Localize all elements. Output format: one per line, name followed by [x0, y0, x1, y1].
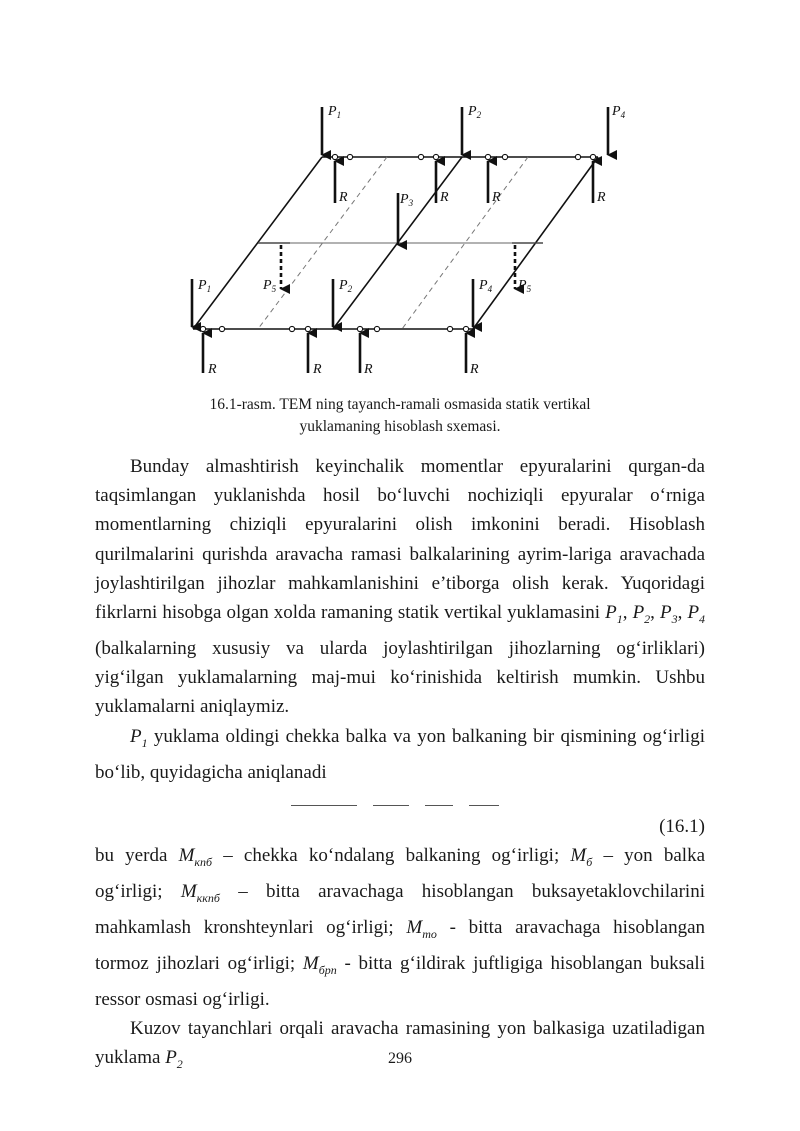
caption-line-1: 16.1-rasm. TEM ning tayanch-ramali osmasida statik vertikal [209, 396, 591, 413]
caption-line-2: yuklamaning hisoblash sxemasi. [299, 418, 501, 435]
page-number: 296 [388, 1050, 412, 1067]
svg-text:P2: $P_2$ [468, 104, 482, 120]
svg-text:P1: $P_1$ [328, 104, 342, 120]
svg-text:P5: $P_5$ [263, 278, 277, 294]
paragraph-1: Bunday almashtirish keyinchalik momentlar epyuralarini qurgan-da taqsimlangan yuklanishda hosil bo‘luvchi nochiziqli epyuralar o‘rniga momentlarning chiziqli epyuralarini olish imkonini beradi. Hisoblash qurilmalarini qurishda aravacha ramasi balkalarining ayrim-lariga aravachada joylashtirilgan jihozlar mahkamlanishini e’tiborga olish kerak. Yuqoridagi fikrlarni hisobga olgan xolda ramaning statik vertikal yuklamasini $P_1$, $P_2$, $P_3$, $P_4$ (balkalarning xususiy va ularda joylashtirilgan jihozlarning og‘irliklari) yig‘ilgan yuklamalarning maj-mui ko‘rinishida keltirish mumkin. Ushbu yuklamalarni aniqlaymiz. [95, 456, 706, 718]
svg-text:R: R [440, 190, 449, 205]
equation-number: (16.1) [659, 815, 705, 837]
svg-text:R: R [313, 362, 322, 377]
load-arrows [192, 107, 608, 327]
figure-labels [197, 104, 626, 377]
svg-text:R: R [364, 362, 373, 377]
svg-text:R: R [339, 190, 348, 205]
svg-text:P1: $P_1$ [198, 278, 212, 294]
svg-text:R: R [597, 190, 606, 205]
reaction-arrows [203, 161, 593, 373]
figure-caption [100, 394, 700, 438]
svg-text:R: R [208, 362, 217, 377]
svg-text:P3: $P_3$ [400, 192, 414, 208]
paragraph-4: Kuzov tayanchlari orqali aravacha ramasining yon balkasiga uzatiladigan yuklama $P_2$ [95, 1018, 705, 1072]
paragraph-2: $P_1$ yuklama oldingi chekka balka va yon balkaning bir qismining og‘irligi bo‘lib, quyidagicha aniqlanadi [95, 725, 705, 783]
svg-text:P5: $P_5$ [518, 278, 532, 294]
paragraph-3: bu yerda $M_{кпб}$ – chekka ko‘ndalang balkaning og‘irligi; $M_б$ – yon balka og‘irligi; $M_{ккпб}$ – bitta aravachaga hisoblangan buksayetaklovchilarini mahkamlash kronshteynlari og‘irligi; $M_{то}$ - bitta aravachaga hisoblangan tormoz jihozlari og‘irligi; $M_{брп}$ - bitta g‘ildirak juftligiga hisoblangan buksali ressor osmasi og‘irligi. [95, 844, 705, 1010]
svg-text:R: R [492, 190, 501, 205]
load-scheme-diagram [150, 95, 650, 385]
svg-text:R: R [470, 362, 479, 377]
formula-placeholder [95, 787, 705, 813]
svg-text:P2: $P_2$ [339, 278, 353, 294]
body-text [95, 452, 705, 1079]
svg-text:P4: $P_4$ [479, 278, 493, 294]
load-scheme-figure [150, 95, 650, 385]
svg-text:P4: $P_4$ [612, 104, 626, 120]
